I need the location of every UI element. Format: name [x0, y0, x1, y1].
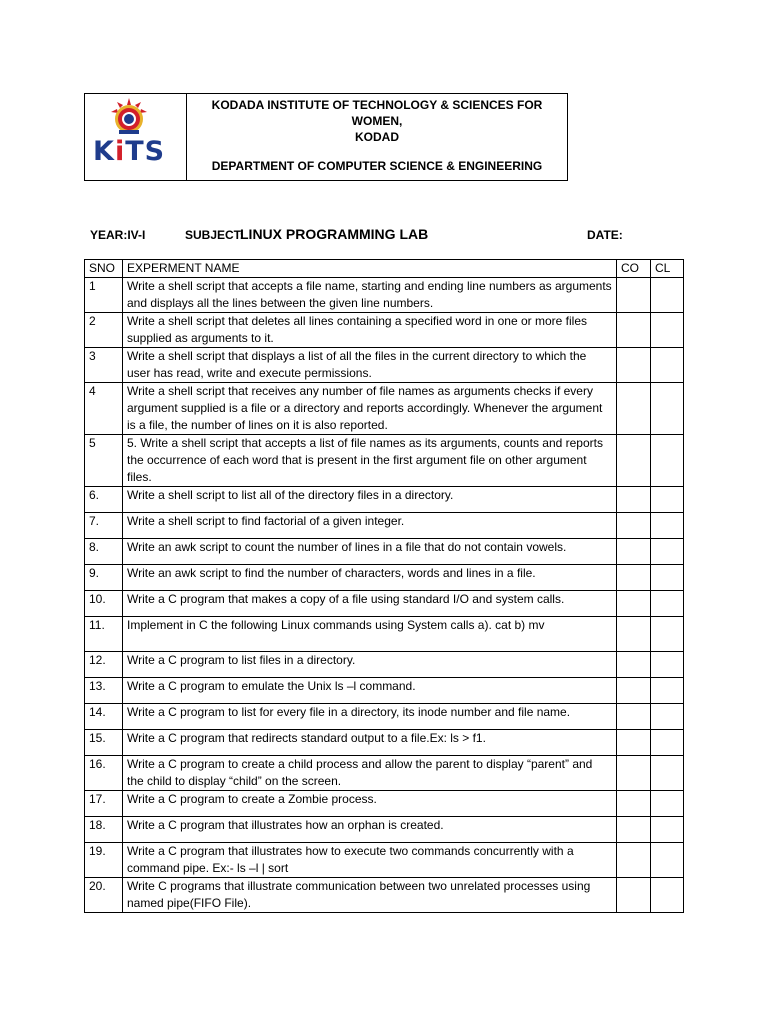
cell-cl [650, 678, 683, 704]
cell-co [617, 278, 651, 313]
institute-name-line2: KODAD [355, 130, 399, 144]
cell-sno: 7. [85, 513, 123, 539]
cell-co [617, 313, 651, 348]
table-row [85, 591, 684, 617]
cell-sno: 18. [85, 817, 123, 843]
cell-sno: 9. [85, 565, 123, 591]
header-box [84, 93, 568, 181]
table-row [85, 756, 684, 791]
table-row [85, 383, 684, 435]
cell-name: Write a C program to list for every file in a directory, its inode number and file name. [122, 704, 616, 730]
year-label: YEAR:IV-I [90, 228, 146, 242]
cell-name: 5. Write a shell script that accepts a list of file names as its arguments, counts and reports the occurrence of each word that is present in the first argument file on other argument files. [122, 435, 616, 487]
cell-co [617, 383, 651, 435]
table-row [85, 652, 684, 678]
cell-sno: 16. [85, 756, 123, 791]
institute-title [187, 94, 567, 180]
cell-name: Implement in C the following Linux commands using System calls a). cat b) mv [122, 617, 616, 652]
cell-cl [650, 878, 683, 913]
cell-cl [650, 383, 683, 435]
cell-cl [650, 791, 683, 817]
table-row [85, 487, 684, 513]
cell-sno: 3 [85, 348, 123, 383]
emblem-icon [107, 98, 151, 138]
cell-cl [650, 756, 683, 791]
cell-cl [650, 591, 683, 617]
subject-value: LINUX PROGRAMMING LAB [240, 226, 429, 242]
header-sno: SNO [85, 260, 123, 278]
institute-name-line1: KODADA INSTITUTE OF TECHNOLOGY & SCIENCES FOR WOMEN, [211, 98, 543, 128]
cell-name: Write a shell script that accepts a file name, starting and ending line numbers as arguments and displays all the lines between the given line numbers. [122, 278, 616, 313]
cell-co [617, 843, 651, 878]
cell-name: Write a C program that illustrates how an orphan is created. [122, 817, 616, 843]
header-cl: CL [650, 260, 683, 278]
cell-co [617, 652, 651, 678]
cell-sno: 2 [85, 313, 123, 348]
cell-name: Write a C program to create a Zombie process. [122, 791, 616, 817]
table-row [85, 791, 684, 817]
cell-sno: 11. [85, 617, 123, 652]
table-row [85, 843, 684, 878]
cell-name: Write a shell script to find factorial of a given integer. [122, 513, 616, 539]
cell-name: Write a C program that makes a copy of a file using standard I/O and system calls. [122, 591, 616, 617]
department-name: DEPARTMENT OF COMPUTER SCIENCE & ENGINEERING [211, 159, 543, 173]
cell-sno: 8. [85, 539, 123, 565]
cell-sno: 14. [85, 704, 123, 730]
cell-sno: 20. [85, 878, 123, 913]
cell-cl [650, 278, 683, 313]
cell-sno: 13. [85, 678, 123, 704]
table-row [85, 878, 684, 913]
cell-sno: 19. [85, 843, 123, 878]
cell-co [617, 591, 651, 617]
cell-name: Write a shell script that receives any number of file names as arguments checks if every argument supplied is a file or a directory and reports accordingly. Whenever the argument is a file, the number of lines on it is also reported. [122, 383, 616, 435]
cell-sno: 5 [85, 435, 123, 487]
cell-cl [650, 539, 683, 565]
table-row [85, 704, 684, 730]
logo [85, 94, 187, 180]
cell-name: Write a C program to emulate the Unix ls –l command. [122, 678, 616, 704]
cell-co [617, 539, 651, 565]
table-row [85, 278, 684, 313]
cell-cl [650, 843, 683, 878]
table-row [85, 617, 684, 652]
cell-name: Write C programs that illustrate communication between two unrelated processes using named pipe(FIFO File). [122, 878, 616, 913]
cell-name: Write an awk script to find the number of characters, words and lines in a file. [122, 565, 616, 591]
experiment-table [84, 259, 684, 913]
cell-cl [650, 652, 683, 678]
cell-co [617, 791, 651, 817]
cell-co [617, 513, 651, 539]
cell-sno: 4 [85, 383, 123, 435]
cell-cl [650, 513, 683, 539]
table-row [85, 348, 684, 383]
cell-sno: 12. [85, 652, 123, 678]
cell-co [617, 678, 651, 704]
cell-name: Write a C program to create a child process and allow the parent to display “parent” and the child to display “child” on the screen. [122, 756, 616, 791]
table-row [85, 730, 684, 756]
cell-cl [650, 704, 683, 730]
cell-cl [650, 313, 683, 348]
header-co: CO [617, 260, 651, 278]
cell-co [617, 704, 651, 730]
cell-sno: 17. [85, 791, 123, 817]
info-row [90, 226, 690, 246]
cell-cl [650, 565, 683, 591]
cell-name: Write a C program that illustrates how to execute two commands concurrently with a command pipe. Ex:- ls –l | sort [122, 843, 616, 878]
subject-label: SUBJECT: [185, 228, 244, 242]
table-row [85, 539, 684, 565]
cell-cl [650, 435, 683, 487]
cell-name: Write a C program that redirects standard output to a file.Ex: ls > f1. [122, 730, 616, 756]
header-experiment-name: EXPERMENT NAME [122, 260, 616, 278]
table-row [85, 435, 684, 487]
table-row [85, 678, 684, 704]
cell-name: Write an awk script to count the number of lines in a file that do not contain vowels. [122, 539, 616, 565]
cell-sno: 1 [85, 278, 123, 313]
cell-cl [650, 348, 683, 383]
cell-name: Write a shell script to list all of the directory files in a directory. [122, 487, 616, 513]
table-header-row [85, 260, 684, 278]
cell-co [617, 730, 651, 756]
cell-co [617, 435, 651, 487]
cell-name: Write a C program to list files in a directory. [122, 652, 616, 678]
cell-name: Write a shell script that displays a list of all the files in the current directory to which the user has read, write and execute permissions. [122, 348, 616, 383]
table-row [85, 565, 684, 591]
cell-sno: 15. [85, 730, 123, 756]
cell-co [617, 487, 651, 513]
logo-wordmark: KiTS [93, 136, 166, 167]
cell-cl [650, 487, 683, 513]
cell-cl [650, 730, 683, 756]
cell-co [617, 617, 651, 652]
cell-sno: 6. [85, 487, 123, 513]
cell-co [617, 756, 651, 791]
table-row [85, 817, 684, 843]
cell-co [617, 565, 651, 591]
cell-co [617, 817, 651, 843]
table-row [85, 313, 684, 348]
cell-sno: 10. [85, 591, 123, 617]
table-row [85, 513, 684, 539]
cell-co [617, 348, 651, 383]
date-label: DATE: [587, 228, 623, 242]
cell-cl [650, 817, 683, 843]
cell-name: Write a shell script that deletes all lines containing a specified word in one or more files supplied as arguments to it. [122, 313, 616, 348]
cell-co [617, 878, 651, 913]
cell-cl [650, 617, 683, 652]
